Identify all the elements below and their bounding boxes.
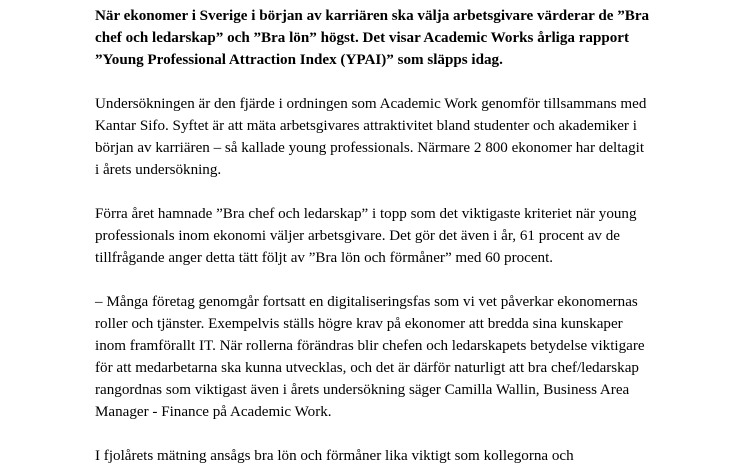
paragraph-line: Förra året hamnade ”Bra chef och ledarskap” i topp som det viktigaste kriteriet när young [95, 206, 637, 222]
paragraph-line: tillfrågande anger detta tätt följt av ”Bra lön och förmåner” med 60 procent. [95, 250, 554, 266]
paragraph-line: rangordnas som viktigast även i årets undersökning säger Camilla Wallin, Business Area [95, 382, 630, 398]
body-paragraph-1 [95, 93, 715, 181]
paragraph-line: I fjolårets mätning ansågs bra lön och förmåner lika viktigt som kollegorna och [95, 448, 574, 464]
paragraph-line: för att medarbetarna ska kunna utvecklas, och det är därför naturligt att bra chef/ledarskap [95, 360, 639, 376]
paragraph-line: början av karriären – så kallade young professionals. Närmare 2 800 ekonomer har deltagit [95, 140, 645, 156]
paragraph-line: professionals inom ekonomi väljer arbetsgivare. Det gör det även i år, 61 procent av de [95, 228, 620, 244]
lead-paragraph [95, 5, 715, 71]
body-paragraph-3 [95, 291, 715, 423]
paragraph-line: roller och tjänster. Exempelvis ställs högre krav på ekonomer att bredda sina kunskaper [95, 316, 623, 332]
paragraph-line: Manager - Finance på Academic Work. [95, 404, 332, 420]
paragraph-line: i årets undersökning. [95, 162, 222, 178]
body-paragraph-4 [95, 445, 715, 467]
lead-line: chef och ledarskap” och ”Bra lön” högst. Det visar Academic Works årliga rapport [95, 30, 629, 46]
body-paragraph-2 [95, 203, 715, 269]
paragraph-line: inom framförallt IT. När rollerna förändras blir chefen och ledarskapets betydelse viktigare [95, 338, 645, 354]
paragraph-line: – Många företag genomgår fortsatt en digitaliseringsfas som vi vet påverkar ekonomernas [95, 294, 638, 310]
lead-line: ”Young Professional Attraction Index (YPAI)” som släpps idag. [95, 52, 503, 68]
lead-line: När ekonomer i Sverige i början av karriären ska välja arbetsgivare värderar de ”Bra [95, 8, 650, 24]
paragraph-line: Undersökningen är den fjärde i ordningen som Academic Work genomför tillsammans med [95, 96, 647, 112]
document-page [95, 0, 715, 467]
paragraph-line: Kantar Sifo. Syftet är att mäta arbetsgivares attraktivitet bland studenter och akademiker i [95, 118, 637, 134]
